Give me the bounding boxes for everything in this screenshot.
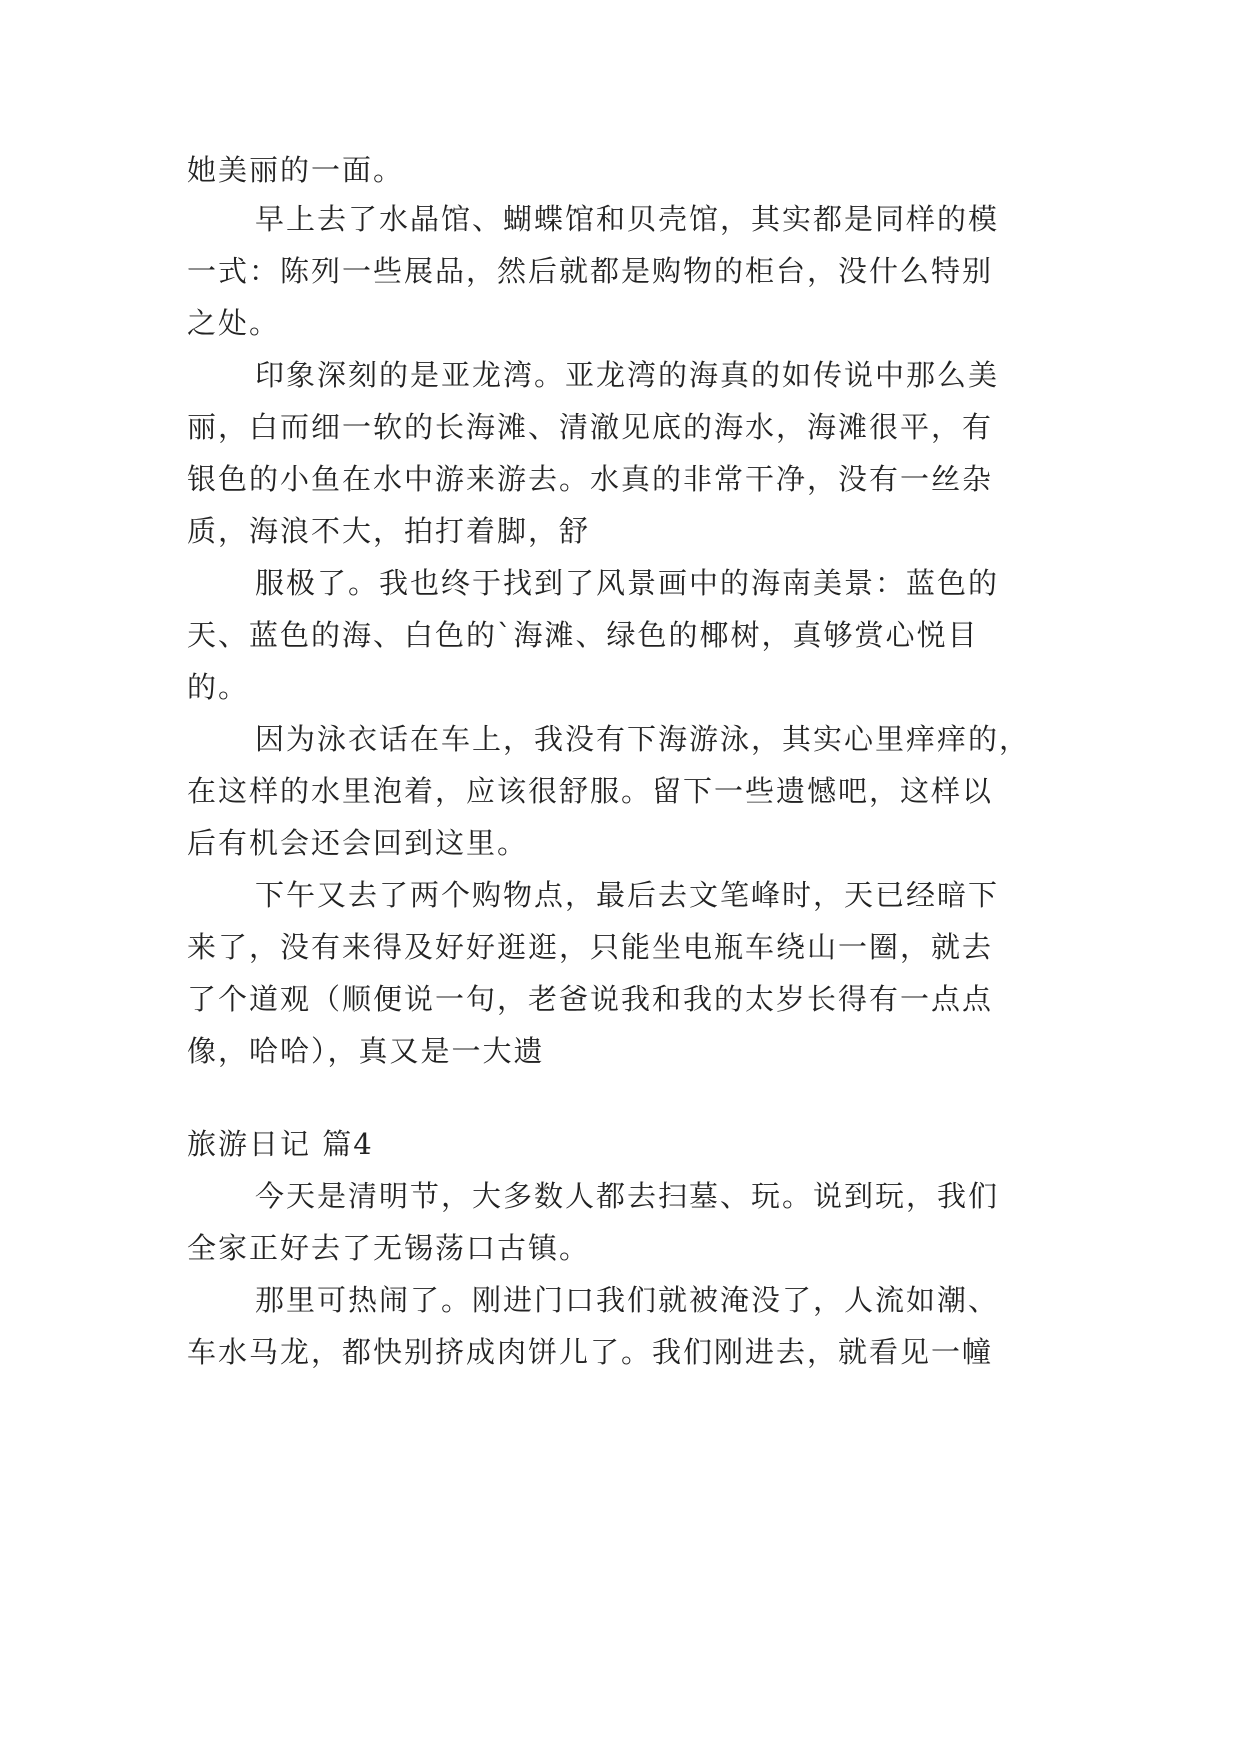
paragraph-first-line: 那里可热闹了。刚进门口我们就被淹没了，人流如潮、 (255, 1283, 1000, 1317)
text-line: 银色的小鱼在水中游来游去。水真的非常干净，没有一丝杂 (187, 462, 994, 496)
text-line: 的。 (187, 670, 250, 704)
text-line: 质，海浪不大，拍打着脚，舒 (187, 514, 591, 548)
paragraph-first-line: 早上去了水晶馆、蝴蝶馆和贝壳馆，其实都是同样的模 (255, 202, 1000, 236)
text-line: 在这样的水里泡着，应该很舒服。留下一些遗憾吧，这样以 (187, 774, 994, 808)
text-line: 她美丽的一面。 (187, 153, 405, 187)
text-line: 后有机会还会回到这里。 (187, 826, 529, 860)
text-line: 天、蓝色的海、白色的`海滩、绿色的椰树，真够赏心悦目 (187, 618, 979, 652)
text-line: 车水马龙，都快别挤成肉饼儿了。我们刚进去，就看见一幢 (187, 1335, 994, 1369)
paragraph-first-line: 服极了。我也终于找到了风景画中的海南美景：蓝色的 (255, 566, 1000, 600)
text-line: 丽，白而细一软的长海滩、清澈见底的海水，海滩很平，有 (187, 410, 994, 444)
paragraph-first-line: 因为泳衣话在车上，我没有下海游泳，其实心里痒痒的， (255, 722, 1031, 756)
text-line: 像，哈哈），真又是一大遗 (187, 1034, 545, 1068)
paragraph-first-line: 今天是清明节，大多数人都去扫墓、玩。说到玩，我们 (255, 1179, 1000, 1213)
text-line: 全家正好去了无锡荡口古镇。 (187, 1231, 591, 1265)
text-line: 之处。 (187, 306, 281, 340)
text-line: 了个道观（顺便说一句，老爸说我和我的太岁长得有一点点 (187, 982, 994, 1016)
text-line: 来了，没有来得及好好逛逛，只能坐电瓶车绕山一圈，就去 (187, 930, 994, 964)
section-heading: 旅游日记 篇4 (187, 1127, 374, 1161)
paragraph-first-line: 印象深刻的是亚龙湾。亚龙湾的海真的如传说中那么美 (255, 358, 1000, 392)
paragraph-first-line: 下午又去了两个购物点，最后去文笔峰时，天已经暗下 (255, 878, 1000, 912)
text-line: 一式：陈列一些展品，然后就都是购物的柜台，没什么特别 (187, 254, 994, 288)
